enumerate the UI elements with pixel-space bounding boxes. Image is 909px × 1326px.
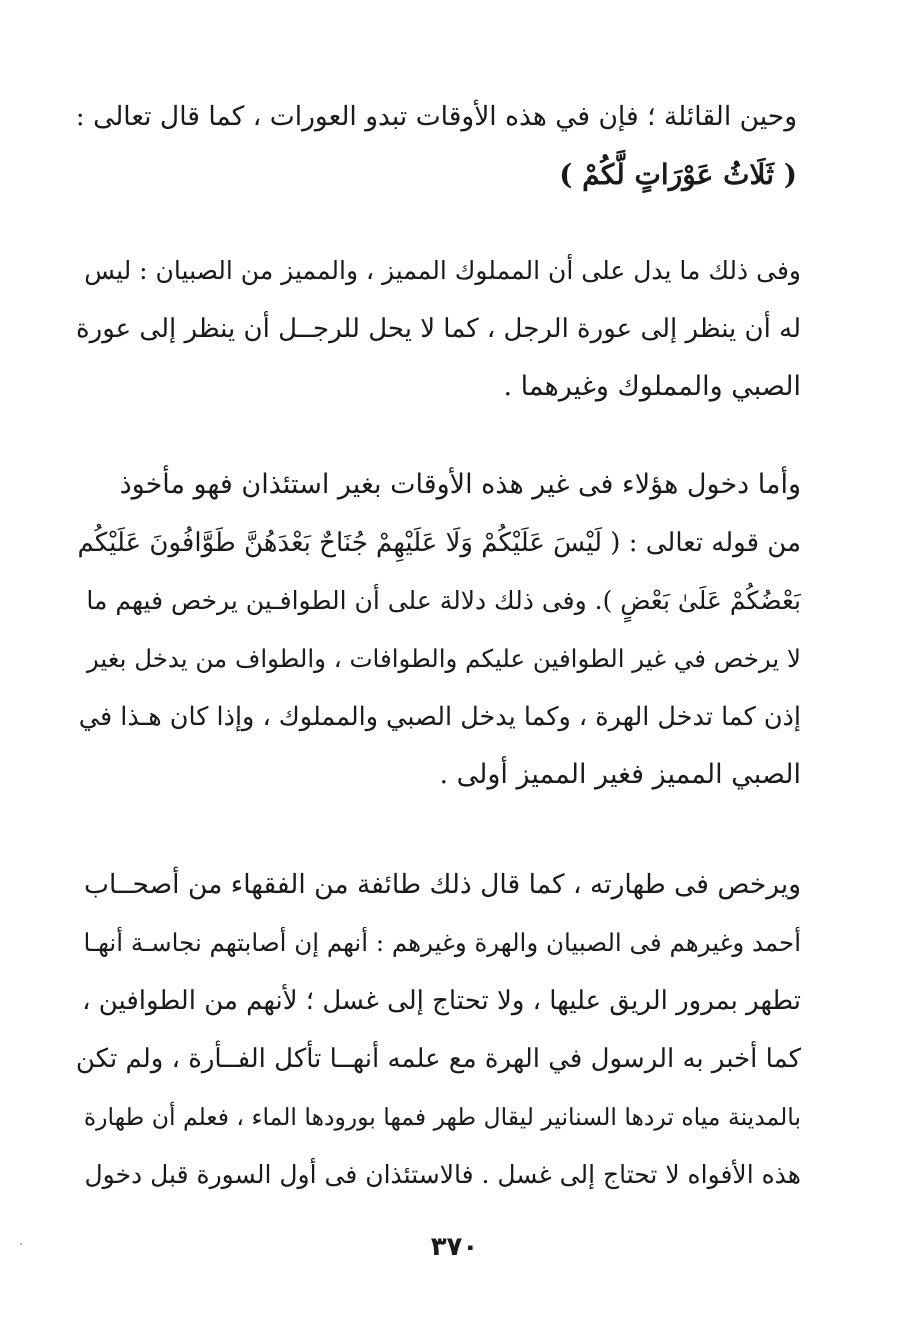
text-line: ويرخص فى طهارته ، كما قال ذلك طائفة من الفقهاء من أصحــاب <box>84 869 801 900</box>
scan-speck <box>20 1243 22 1245</box>
text-line: بَعْضُكُمْ عَلَىٰ بَعْضٍ ). وفى ذلك دلالة على أن الطوافـين يرخص فيهم ما <box>86 586 801 615</box>
text-line: تطهر بمرور الريق عليها ، ولا تحتاج إلى غسل ؛ لأنهم من الطوافين ، <box>82 986 801 1016</box>
text-line: من قوله تعالى : ( لَيْسَ عَلَيْكُمْ وَلَا عَلَيْهِمْ جُنَاحٌ بَعْدَهُنَّ طَوَّافُونَ عَلَيْكُم <box>77 528 801 558</box>
text-line: لا يرخص في غير الطوافين عليكم والطوافات ، والطواف من يدخل بغير <box>86 644 801 673</box>
paragraph-3 <box>75 456 801 804</box>
paragraph-4 <box>75 856 801 1204</box>
text-line: الصبي المميز فغير المميز أولى . <box>439 759 801 790</box>
paragraph-2 <box>75 242 801 416</box>
text-line: كما أخبر به الرسول في الهرة مع علمه أنهــا تأكل الفــأرة ، ولم تكن <box>75 1044 801 1074</box>
page-number: ٣٧٠ <box>430 1232 479 1262</box>
text-line: هذه الأفواه لا تحتاج إلى غسل . فالاستئذان فى أول السورة قبل دخول <box>84 1160 801 1189</box>
text-line: وحين القائلة ؛ فإن في هذه الأوقات تبدو العورات ، كما قال تعالى : <box>75 101 797 132</box>
text-line: وأما دخول هؤلاء فى غير هذه الأوقات بغير استئذان فهو مأخوذ <box>119 469 801 500</box>
text-line: إذن كما تدخل الهرة ، وكما يدخل الصبي والمملوك ، وإذا كان هـذا في <box>78 702 801 732</box>
text-line: له أن ينظر إلى عورة الرجل ، كما لا يحل للرجــل أن ينظر إلى عورة <box>76 314 801 344</box>
quran-verse-line: ( ثَلَاثُ عَوْرَاتٍ لَّكُمْ ) <box>559 158 797 191</box>
text-line: أحمد وغيرهم فى الصبيان والهرة وغيرهم : أنهم إن أصابتهم نجاسـة أنهـا <box>83 928 801 957</box>
text-line: الصبي والمملوك وغيرهما . <box>503 371 801 402</box>
text-line: وفى ذلك ما يدل على أن المملوك المميز ، والمميز من الصبيان : ليس <box>84 256 801 285</box>
text-line: بالمدينة مياه تردها السنانير ليقال طهر فمها بورودها الماء ، فعلم أن طهارة <box>83 1103 801 1131</box>
paragraph-1 <box>75 88 797 204</box>
